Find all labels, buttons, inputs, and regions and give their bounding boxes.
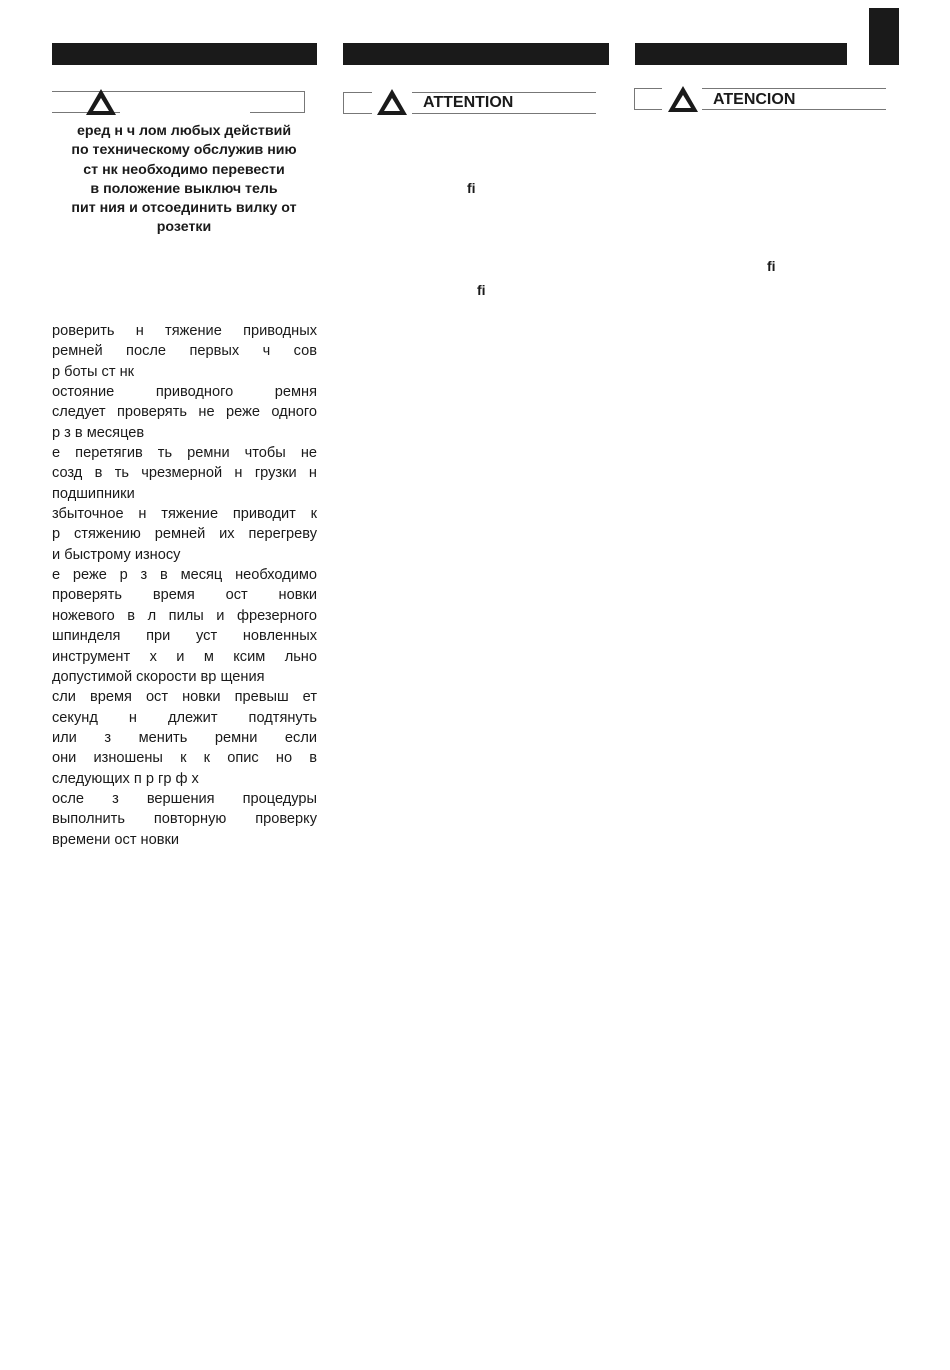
body-line: остояние приводного ремня — [52, 384, 317, 401]
fr-fi-ligature: fi — [477, 282, 486, 298]
body-line: они изношены к к опис но в — [52, 750, 317, 767]
body-line: роверить н тяжение приводных — [52, 323, 317, 339]
es-header-bar — [635, 43, 847, 65]
body-line: збыточное н тяжение приводит к — [52, 506, 317, 523]
body-line: подшипники — [52, 485, 135, 502]
body-line: е реже р з в месяц необходимо — [52, 567, 317, 584]
ru-warning-line: пит ния и отсоединить вилку от — [71, 200, 297, 217]
body-line: или з менить ремни если — [52, 729, 317, 746]
body-line: р боты ст нк — [52, 363, 135, 380]
body-line: следующих п р гр ф х — [52, 770, 199, 787]
ru-warning-text — [52, 122, 316, 238]
body-line: ножевого в л пилы и фрезерного — [52, 607, 317, 624]
body-line: секунд н длежит подтянуть — [52, 709, 317, 726]
body-line: проверять время ост новки — [52, 587, 317, 604]
es-fi-ligature: fi — [767, 258, 776, 274]
page-tab — [869, 8, 899, 65]
body-line: выполнить повторную проверку — [52, 811, 317, 828]
ru-warning-label-gap — [120, 92, 250, 114]
body-line: и быстрому износу — [52, 546, 181, 563]
body-line: р стяжению ремней их перегреву — [52, 526, 317, 543]
ru-warning-line: еред н ч лом любых действий — [76, 123, 292, 139]
fr-fi-ligature: fi — [467, 180, 476, 196]
fr-warning-label: ATTENTION — [423, 94, 514, 111]
body-line: осле з вершения процедуры — [52, 790, 317, 807]
body-line: ремней после первых ч сов — [52, 343, 317, 360]
body-line: времени ост новки — [52, 831, 180, 848]
body-line: р з в месяцев — [52, 424, 145, 441]
body-line: допустимой скорости вр щения — [52, 668, 265, 685]
body-line: созд в ть чрезмерной н грузки н — [52, 465, 317, 482]
body-line: следует проверять не реже одного — [52, 404, 317, 421]
fr-warning-triangle-icon — [375, 87, 409, 117]
ru-header-bar — [52, 43, 317, 65]
es-warning-label: ATENCION — [713, 91, 796, 108]
ru-body-text — [52, 321, 317, 850]
es-warning-triangle-icon — [666, 84, 700, 114]
ru-warning-triangle-icon — [84, 87, 118, 117]
ru-warning-line: розетки — [156, 219, 212, 236]
body-line: е перетягив ть ремни чтобы не — [52, 445, 317, 462]
body-line: шпинделя при уст новленных — [52, 628, 317, 645]
fr-header-bar — [343, 43, 609, 65]
ru-warning-line: по техническому обслужив нию — [71, 142, 297, 159]
ru-warning-line: ст нк необходимо перевести — [83, 161, 285, 178]
ru-warning-line: в положение выключ тель — [90, 180, 278, 197]
body-line: сли время ост новки превыш ет — [52, 689, 317, 706]
body-line: инструмент х и м ксим льно — [52, 648, 317, 665]
